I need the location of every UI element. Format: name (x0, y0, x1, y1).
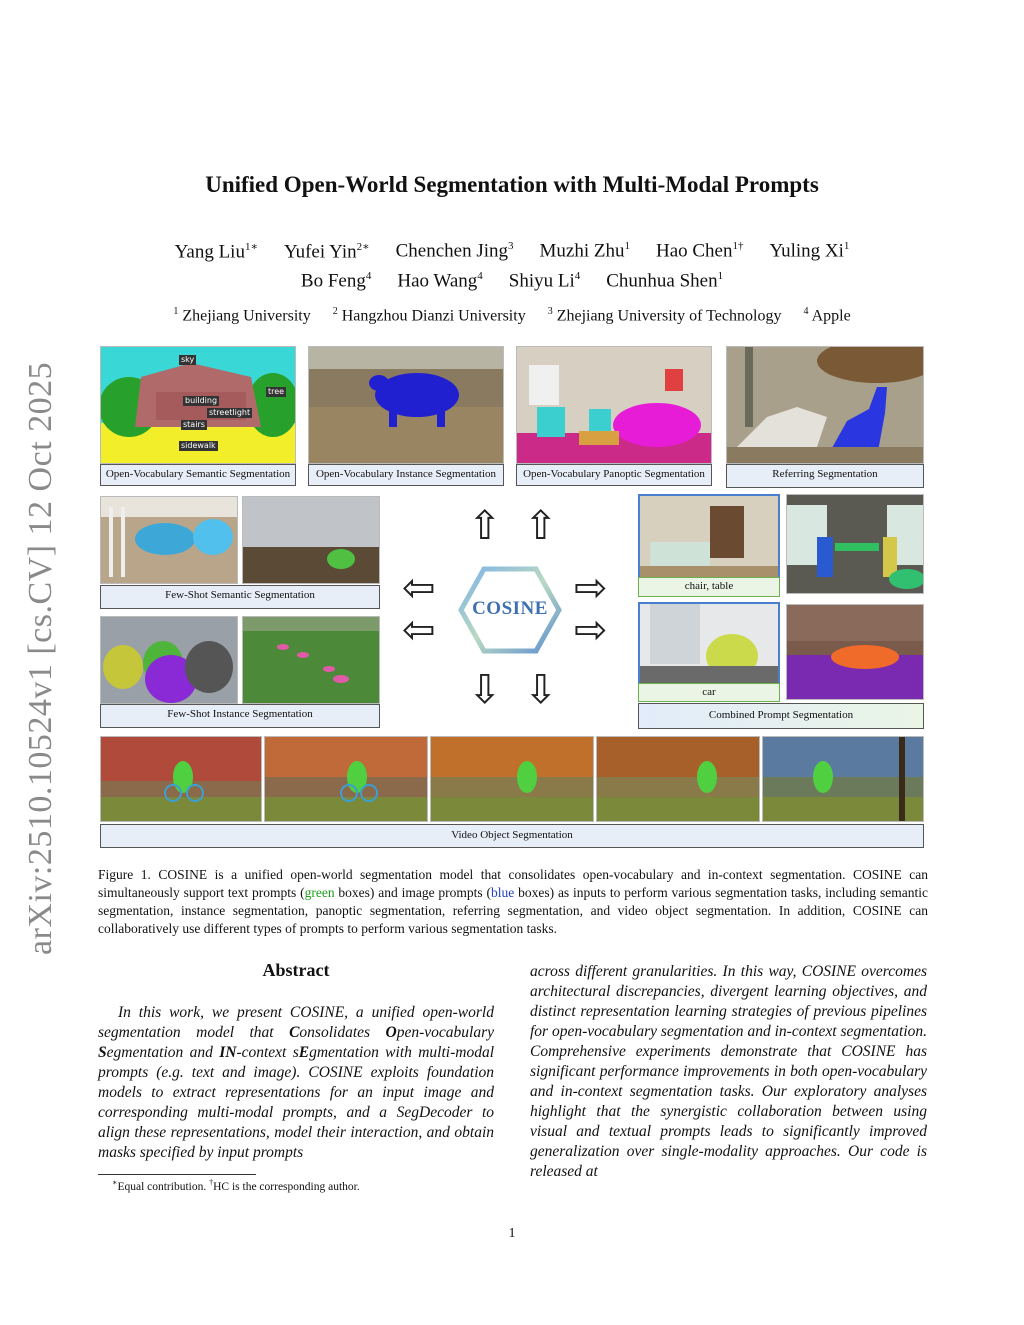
footnote-rule (98, 1174, 256, 1175)
video-frame-5 (762, 736, 924, 822)
fewshot-instance-image-1 (100, 616, 238, 704)
page-number: 1 (508, 1226, 516, 1241)
authors-row-2 (0, 270, 1024, 292)
author-name: Shiyu Li$^4$ (508, 270, 581, 292)
prompt-text-chair-table: chair, table (638, 577, 780, 597)
author-name: Chunhua Shen$^1$ (606, 270, 724, 292)
tile-label-sky: sky (181, 355, 195, 364)
author-name: Yufei Yin$^{2∗}$ (283, 241, 370, 263)
arrow-left-icon: ⇦ (402, 607, 436, 653)
author-name: Muzhi Zhu$^1$ (539, 240, 630, 262)
caption-combined-prompt: Combined Prompt Segmentation (638, 703, 924, 729)
figure-caption: Figure 1. COSINE is a unified open-world segmentation model that consolidates open-vocabulary and in-context segmentation. COSINE can simultaneously support text prompts (green boxes) and image prompts (blue boxes) as inputs to perform various segmentation tasks, including semantic segmentation, instance segmentation, panoptic segmentation, referring segmentation, and video object segmentation. In addition, COSINE can collaboratively use different types of prompts to perform various segmentation tasks. (98, 867, 928, 936)
arrow-down-icon: ⇩ (468, 667, 502, 713)
paper-title: Unified Open-World Segmentation with Multi-Modal Prompts (205, 172, 819, 197)
prompt-image-room (638, 494, 780, 580)
video-frame-1 (100, 736, 262, 822)
caption-video: Video Object Segmentation (100, 824, 924, 848)
author-name: Chenchen Jing$^3$ (395, 240, 514, 262)
affiliation: $^2$ Hangzhou Dianzi University (332, 306, 526, 325)
caption-ov-panoptic: Open-Vocabulary Panoptic Segmentation (516, 464, 712, 486)
tile-label-sidewalk: sidewalk (181, 441, 216, 450)
author-name: Bo Feng$^4$ (300, 270, 372, 292)
combined-result-room (786, 494, 924, 594)
author-name: Hao Wang$^4$ (397, 270, 483, 292)
semantic-seg-image (100, 346, 296, 464)
author-name: Hao Chen$^{1\dagger}$ (655, 240, 744, 262)
abstract-text-left: In this work, we present COSINE, a unified open-world segmentation model that Consolidates Open-vocabulary Segmentation and IN-context sEgmentation with multi-modal prompts (e.g. text and image). COSINE exploits foundation models to extract representations for an input image and corresponding multi-modal prompts, and a SegDecoder to align these representations, model their interaction, and obtain masks specified by input prompts (98, 1004, 494, 1161)
tile-label-stairs: stairs (183, 420, 205, 429)
caption-fewshot-semantic: Few-Shot Semantic Segmentation (100, 585, 380, 609)
arxiv-stamp: arXiv:2510.10524v1 [cs.CV] 12 Oct 2025 (22, 361, 59, 955)
tile-label-streetlight: streetlight (209, 408, 251, 417)
fewshot-instance-image-2 (242, 616, 380, 704)
arrow-right-icon: ⇨ (574, 565, 608, 611)
arrow-up-icon: ⇧ (524, 503, 558, 549)
caption-green-word: green (304, 885, 335, 900)
arrow-up-icon: ⇧ (468, 503, 502, 549)
video-frame-2 (264, 736, 428, 822)
affiliation: $^4$ Apple (803, 306, 851, 325)
arrow-down-icon: ⇩ (524, 667, 558, 713)
panoptic-seg-image (516, 346, 712, 464)
caption-ov-semantic: Open-Vocabulary Semantic Segmentation (100, 464, 296, 486)
affiliation: $^3$ Zhejiang University of Technology (547, 306, 782, 325)
author-name: Yuling Xi$^1$ (769, 240, 850, 262)
caption-referring: Referring Segmentation (726, 464, 924, 488)
video-frame-3 (430, 736, 594, 822)
combined-result-car (786, 604, 924, 700)
cosine-label: COSINE (472, 598, 548, 619)
tile-label-tree: tree (268, 387, 285, 396)
prompt-image-car (638, 602, 780, 686)
author-name: Yang Liu$^{1∗}$ (174, 241, 258, 263)
caption-blue-word: blue (491, 885, 515, 900)
caption-ov-instance: Open-Vocabulary Instance Segmentation (308, 464, 504, 486)
abstract-text-right: across different granularities. In this way, COSINE overcomes architectural discrepancies, divergent learning objectives, and distinct representation learning strategies of previous pipelines for open-vocabulary segmentation and in-context segmentation. Comprehensive experiments demonstrate that COSINE has significant performance improvements in both open-vocabulary and in-context segmentation tasks. Our exploratory analyses highlight that the synergistic collaboration between using visual and textual prompts leads to significantly improved generalization over single-modality approaches. Our code is released at (530, 963, 927, 1180)
arrow-right-icon: ⇨ (574, 607, 608, 653)
instance-seg-image (308, 346, 504, 464)
fewshot-semantic-image-1 (100, 496, 238, 584)
fewshot-semantic-image-2 (242, 496, 380, 584)
caption-fewshot-instance: Few-Shot Instance Segmentation (100, 704, 380, 728)
referring-seg-image (726, 346, 924, 464)
affiliation: $^1$ Zhejiang University (173, 306, 311, 325)
footnote: ∗Equal contribution. †HC is the corresponding author. (112, 1178, 360, 1193)
arrow-left-icon: ⇦ (402, 565, 436, 611)
authors-row-1 (0, 240, 1024, 263)
tile-label-building: building (185, 396, 218, 405)
affiliations (0, 306, 1024, 325)
video-frame-4 (596, 736, 760, 822)
abstract-heading: Abstract (262, 960, 330, 980)
prompt-text-car: car (638, 683, 780, 702)
